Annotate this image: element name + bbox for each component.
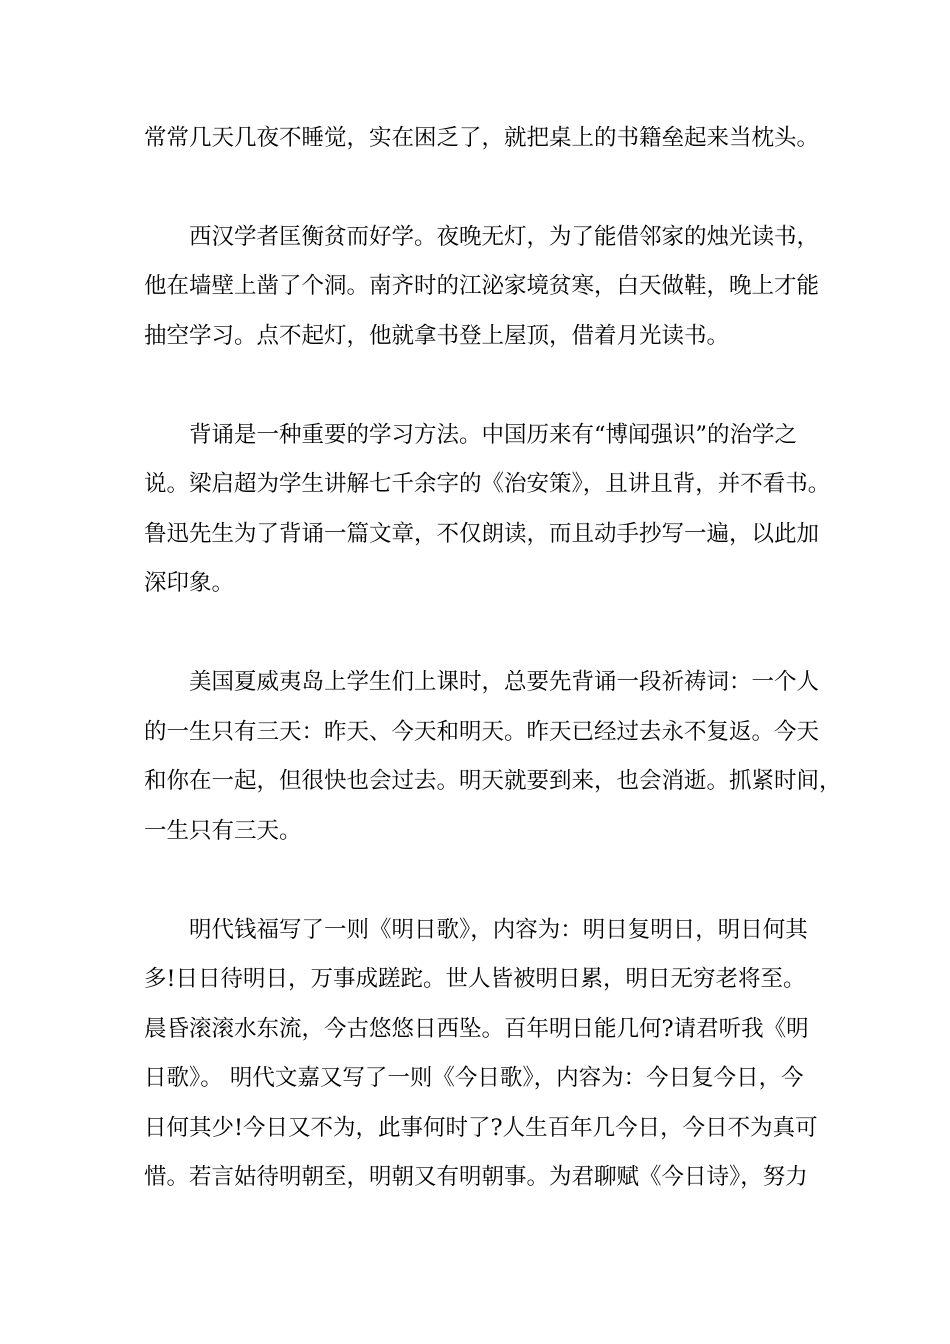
text-line: 抽空学习。点不起灯，他就拿书登上屋顶，借着月光读书。 [144,323,730,349]
text-line: 一生只有三天。 [144,818,302,844]
text-line: 西汉学者匡衡贫而好学。夜晚无灯，为了能借邻家的烛光读书， [189,224,820,250]
text-line: 常常几天几夜不睡觉，实在困乏了，就把桌上的书籍垒起来当枕头。 [144,125,820,151]
text-line: 日歌》。 明代文嘉又写了一则《今日歌》，内容为：今日复今日，今 [144,1065,804,1091]
text-line: 晨昏滚滚水东流，今古悠悠日西坠。百年明日能几何?请君听我《明 [144,1016,809,1042]
text-line: 深印象。 [144,570,235,596]
text-line: 背诵是一种重要的学习方法。中国历来有“博闻强识”的治学之 [189,422,798,448]
text-line: 说。梁启超为学生讲解七千余字的《治安策》，且讲且背，并不看书。 [144,471,831,497]
text-line: 鲁迅先生为了背诵一篇文章，不仅朗读，而且动手抄写一遍，以此加 [144,521,820,547]
text-line: 明代钱福写了一则《明日歌》，内容为：明日复明日，明日何其 [189,917,808,943]
text-line: 他在墙壁上凿了个洞。南齐时的江泌家境贫寒，白天做鞋，晚上才能 [144,273,820,299]
text-line: 的一生只有三天：昨天、今天和明天。昨天已经过去永不复返。今天 [144,719,820,745]
text-line: 日何其少!今日又不为，此事何时了?人生百年几今日，今日不为真可 [144,1115,818,1141]
text-line: 多!日日待明日，万事成蹉跎。世人皆被明日累，明日无穷老将至。 [144,966,806,992]
text-line: 和你在一起，但很快也会过去。明天就要到来，也会消逝。抓紧时间， [144,768,842,794]
text-line: 美国夏威夷岛上学生们上课时，总要先背诵一段祈祷词：一个人 [189,669,820,695]
text-line: 惜。若言姑待明朝至，明朝又有明朝事。为君聊赋《今日诗》，努力 [144,1164,808,1190]
